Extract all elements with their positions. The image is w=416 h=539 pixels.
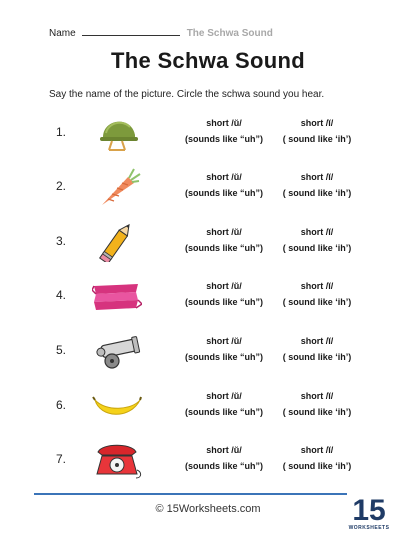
- option-a-label: short /ŭ/: [206, 336, 242, 346]
- option-schwa-ih[interactable]: [262, 278, 372, 310]
- option-b-label: short /ĭ/: [300, 118, 334, 128]
- option-b-label: short /ĭ/: [300, 281, 334, 291]
- option-a-hint: (sounds like “uh”): [184, 352, 263, 362]
- option-b-hint: ( sound like ‘ih’): [282, 407, 352, 417]
- option-a-label: short /ŭ/: [206, 118, 242, 128]
- option-a-label: short /ŭ/: [206, 172, 242, 182]
- name-header: [49, 26, 273, 39]
- option-b-hint: ( sound like ‘ih’): [282, 134, 352, 144]
- logo-word: WORKSHEETS: [348, 525, 390, 531]
- exercise-row-1: [0, 113, 416, 153]
- option-schwa-ih[interactable]: [262, 224, 372, 256]
- option-a-label: short /ŭ/: [206, 391, 242, 401]
- row-number: 2.: [56, 179, 67, 193]
- option-schwa-ih[interactable]: [262, 169, 372, 201]
- cannon-icon: [92, 331, 142, 371]
- option-a-label: short /ŭ/: [206, 227, 242, 237]
- footer-copyright: © 15Worksheets.com: [155, 503, 261, 515]
- telephone-icon: [92, 440, 142, 480]
- row-number: 7.: [56, 452, 67, 466]
- banana-icon: [92, 386, 142, 426]
- row-number: 4.: [56, 288, 67, 302]
- pencil-icon: [92, 222, 142, 262]
- option-b-hint: ( sound like ‘ih’): [282, 188, 352, 198]
- option-b-label: short /ĭ/: [300, 391, 334, 401]
- row-number: 3.: [56, 234, 67, 248]
- page-title: The Schwa Sound: [111, 48, 305, 73]
- exercise-row-3: [0, 222, 416, 262]
- exercise-row-2: [0, 167, 416, 207]
- logo-number: 15: [352, 494, 386, 527]
- exercise-row-4: [0, 276, 416, 316]
- option-b-hint: ( sound like ‘ih’): [282, 461, 352, 471]
- option-schwa-ih[interactable]: [262, 442, 372, 474]
- option-b-hint: ( sound like ‘ih’): [282, 297, 352, 307]
- option-a-hint: (sounds like “uh”): [184, 188, 263, 198]
- option-schwa-ih[interactable]: [262, 115, 372, 147]
- option-b-hint: ( sound like ‘ih’): [282, 352, 352, 362]
- option-b-label: short /ĭ/: [300, 172, 334, 182]
- option-b-label: short /ĭ/: [300, 227, 334, 237]
- option-a-hint: (sounds like “uh”): [184, 243, 263, 253]
- option-a-hint: (sounds like “uh”): [184, 134, 263, 144]
- 15worksheets-logo: [347, 492, 391, 532]
- option-schwa-ih[interactable]: [262, 388, 372, 420]
- worksheet-tag: The Schwa Sound: [186, 28, 273, 39]
- ribbon-icon: [92, 276, 142, 316]
- option-a-hint: (sounds like “uh”): [184, 461, 263, 471]
- option-a-hint: (sounds like “uh”): [184, 297, 263, 307]
- exercise-row-7: [0, 440, 416, 480]
- exercise-row-5: [0, 331, 416, 371]
- option-schwa-ih[interactable]: [262, 333, 372, 365]
- option-b-label: short /ĭ/: [300, 336, 334, 346]
- row-number: 1.: [56, 125, 67, 139]
- option-a-label: short /ŭ/: [206, 281, 242, 291]
- helmet-icon: [92, 113, 142, 153]
- exercise-row-6: [0, 386, 416, 426]
- name-write-line[interactable]: [82, 26, 180, 36]
- option-b-label: short /ĭ/: [300, 445, 334, 455]
- carrot-icon: [92, 167, 142, 207]
- instructions: Say the name of the picture. Circle the schwa sound you hear.: [49, 89, 325, 100]
- name-label: Name: [49, 28, 76, 39]
- footer-divider: [34, 493, 382, 495]
- option-b-hint: ( sound like ‘ih’): [282, 243, 352, 253]
- row-number: 5.: [56, 343, 67, 357]
- row-number: 6.: [56, 398, 67, 412]
- option-a-label: short /ŭ/: [206, 445, 242, 455]
- option-a-hint: (sounds like “uh”): [184, 407, 263, 417]
